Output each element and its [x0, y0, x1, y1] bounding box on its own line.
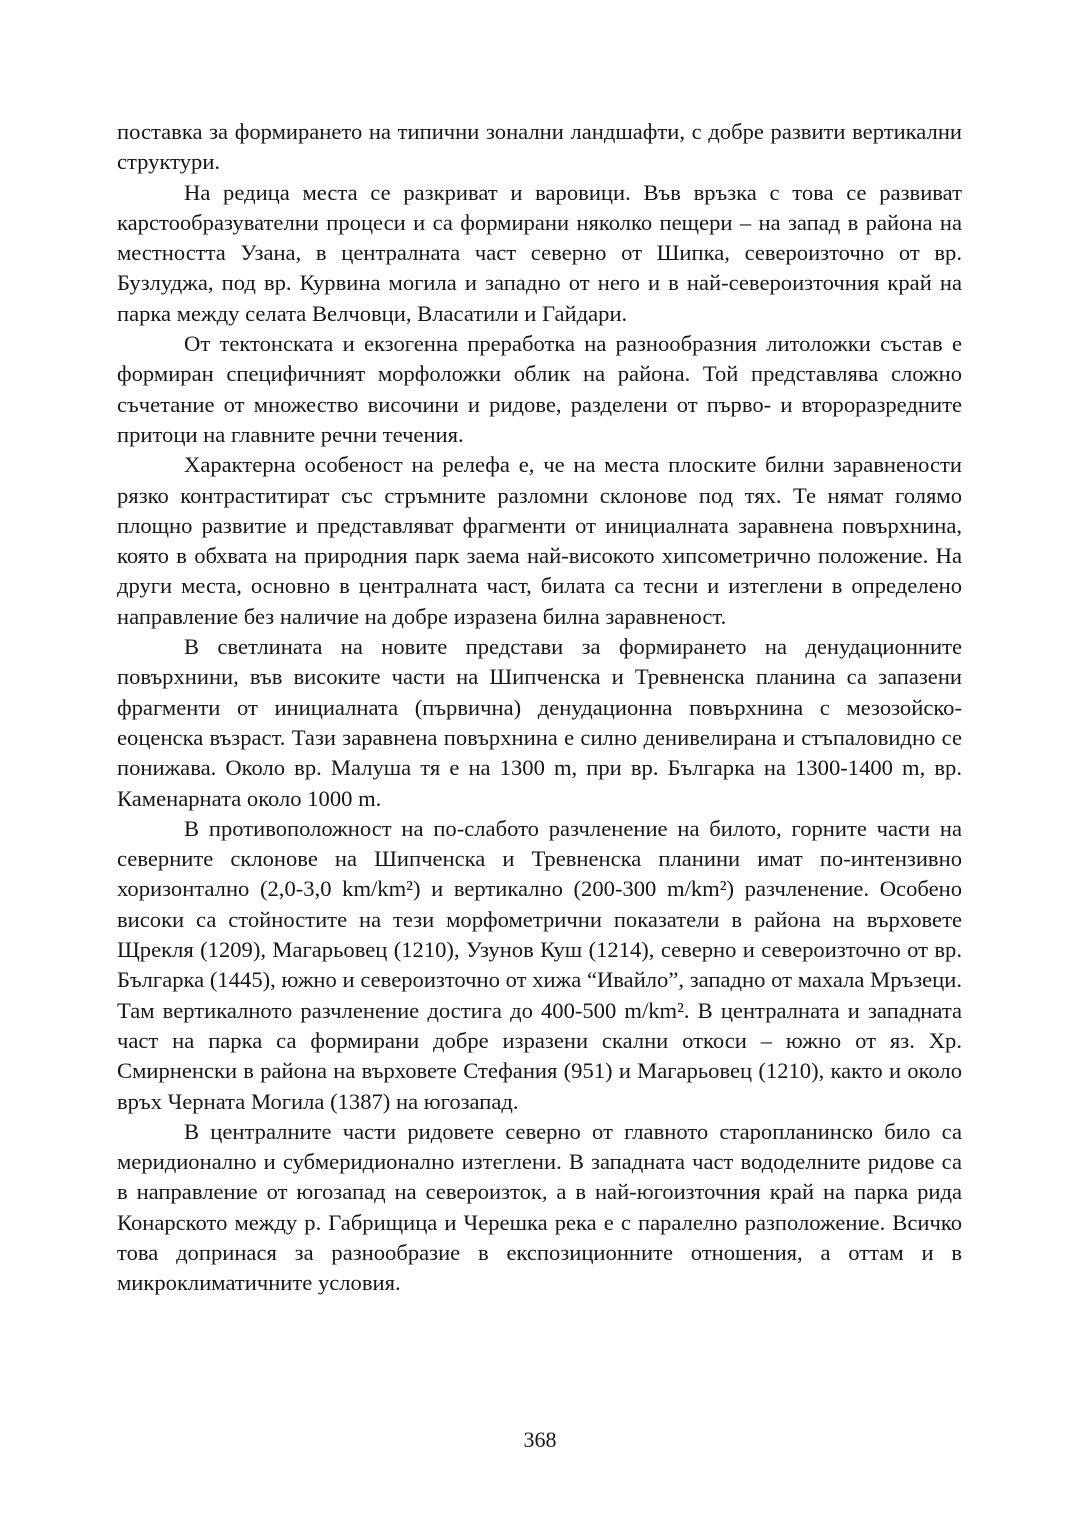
paragraph-1: поставка за формирането на типични зонални ландшафти, с добре развити вертикални структури. — [117, 119, 962, 175]
paragraph-2: На редица места се разкриват и варовици. Във връзка с това се развиват карстообразувателни процеси и са формирани няколко пещери – на запад в района на местността Узана, в централната част северно от Шипка, североизточно от вр. Бузлуджа, под вр. Курвина могила и западно от него и в най-североизточния край на парка между селата Велчовци, Власатили и Гайдари. — [117, 179, 962, 326]
paragraph-7: В централните части ридовете северно от главното старопланинско било са меридионално и субмеридионално изтеглени. В западната част вододелните ридове са в направление от югозапад на североизток, а в най-югоизточния край на парка рида Конарското между р. Габрищица и Черешка река е с паралелно разположение. Всичко това допринася за разнообразие в експозиционните отношения, а оттам и в микроклиматичните условия. — [117, 1118, 962, 1296]
paragraph-3: От тектонската и екзогенна преработка на разнообразния литоложки състав е формиран специфичният морфоложки облик на района. Той представлява сложно съчетание от множество височини и ридове, разделени от първо- и второразредните притоци на главните речни течения. — [117, 331, 962, 447]
page-body — [117, 117, 962, 1497]
paragraph-5: В светлината на новите представи за формирането на денудационните повърхнини, във високите части на Шипченска и Тревненска планина са запазени фрагменти от инициалната (първична) денудационна повърхнина с мезозойско-еоценска възраст. Тази заравнена повърхнина е силно денивелирана и стъпаловидно се понижава. Около вр. Малуша тя е на 1300 m, при вр. Българка на 1300-1400 m, вр. Каменарната около 1000 m. — [117, 634, 962, 811]
paragraph-4: Характерна особеност на релефа е, че на места плоските билни заравнености рязко контраститират със стръмните разломни склонове под тях. Те нямат голямо площно развитие и представляват фрагменти от инициалната заравнена повърхнина, която в обхвата на природния парк заема най-високото хипсометрично положение. На други места, основно в централната част, билата са тесни и изтеглени в определено направление без наличие на добре изразена билна заравненост. — [117, 452, 962, 629]
paragraph-6: В противоположност на по-слабото разчленение на билото, горните части на северните склонове на Шипченска и Тревненска планини имат по-интензивно хоризонтално (2,0-3,0 km/km²) и вертикално (200-300 m/km²) разчленение. Особено високи са стойностите на тези морфометрични показатели в района на върховете Щрекля (1209), Магарьовец (1210), Узунов Куш (1214), северно и североизточно от вр. Българка (1445), южно и североизточно от хижа “Ивайло”, западно от махала Мръзеци. Там вертикалното разчленение достига до 400-500 m/km². В централната и западната част на парка са формирани добре изразени скални откоси – южно от яз. Хр. Смирненски в района на върховете Стефания (951) и Магарьовец (1210), както и около връх Черната Могила (1387) на югозапад. — [117, 815, 962, 1114]
page-number: 368 — [523, 1427, 557, 1452]
